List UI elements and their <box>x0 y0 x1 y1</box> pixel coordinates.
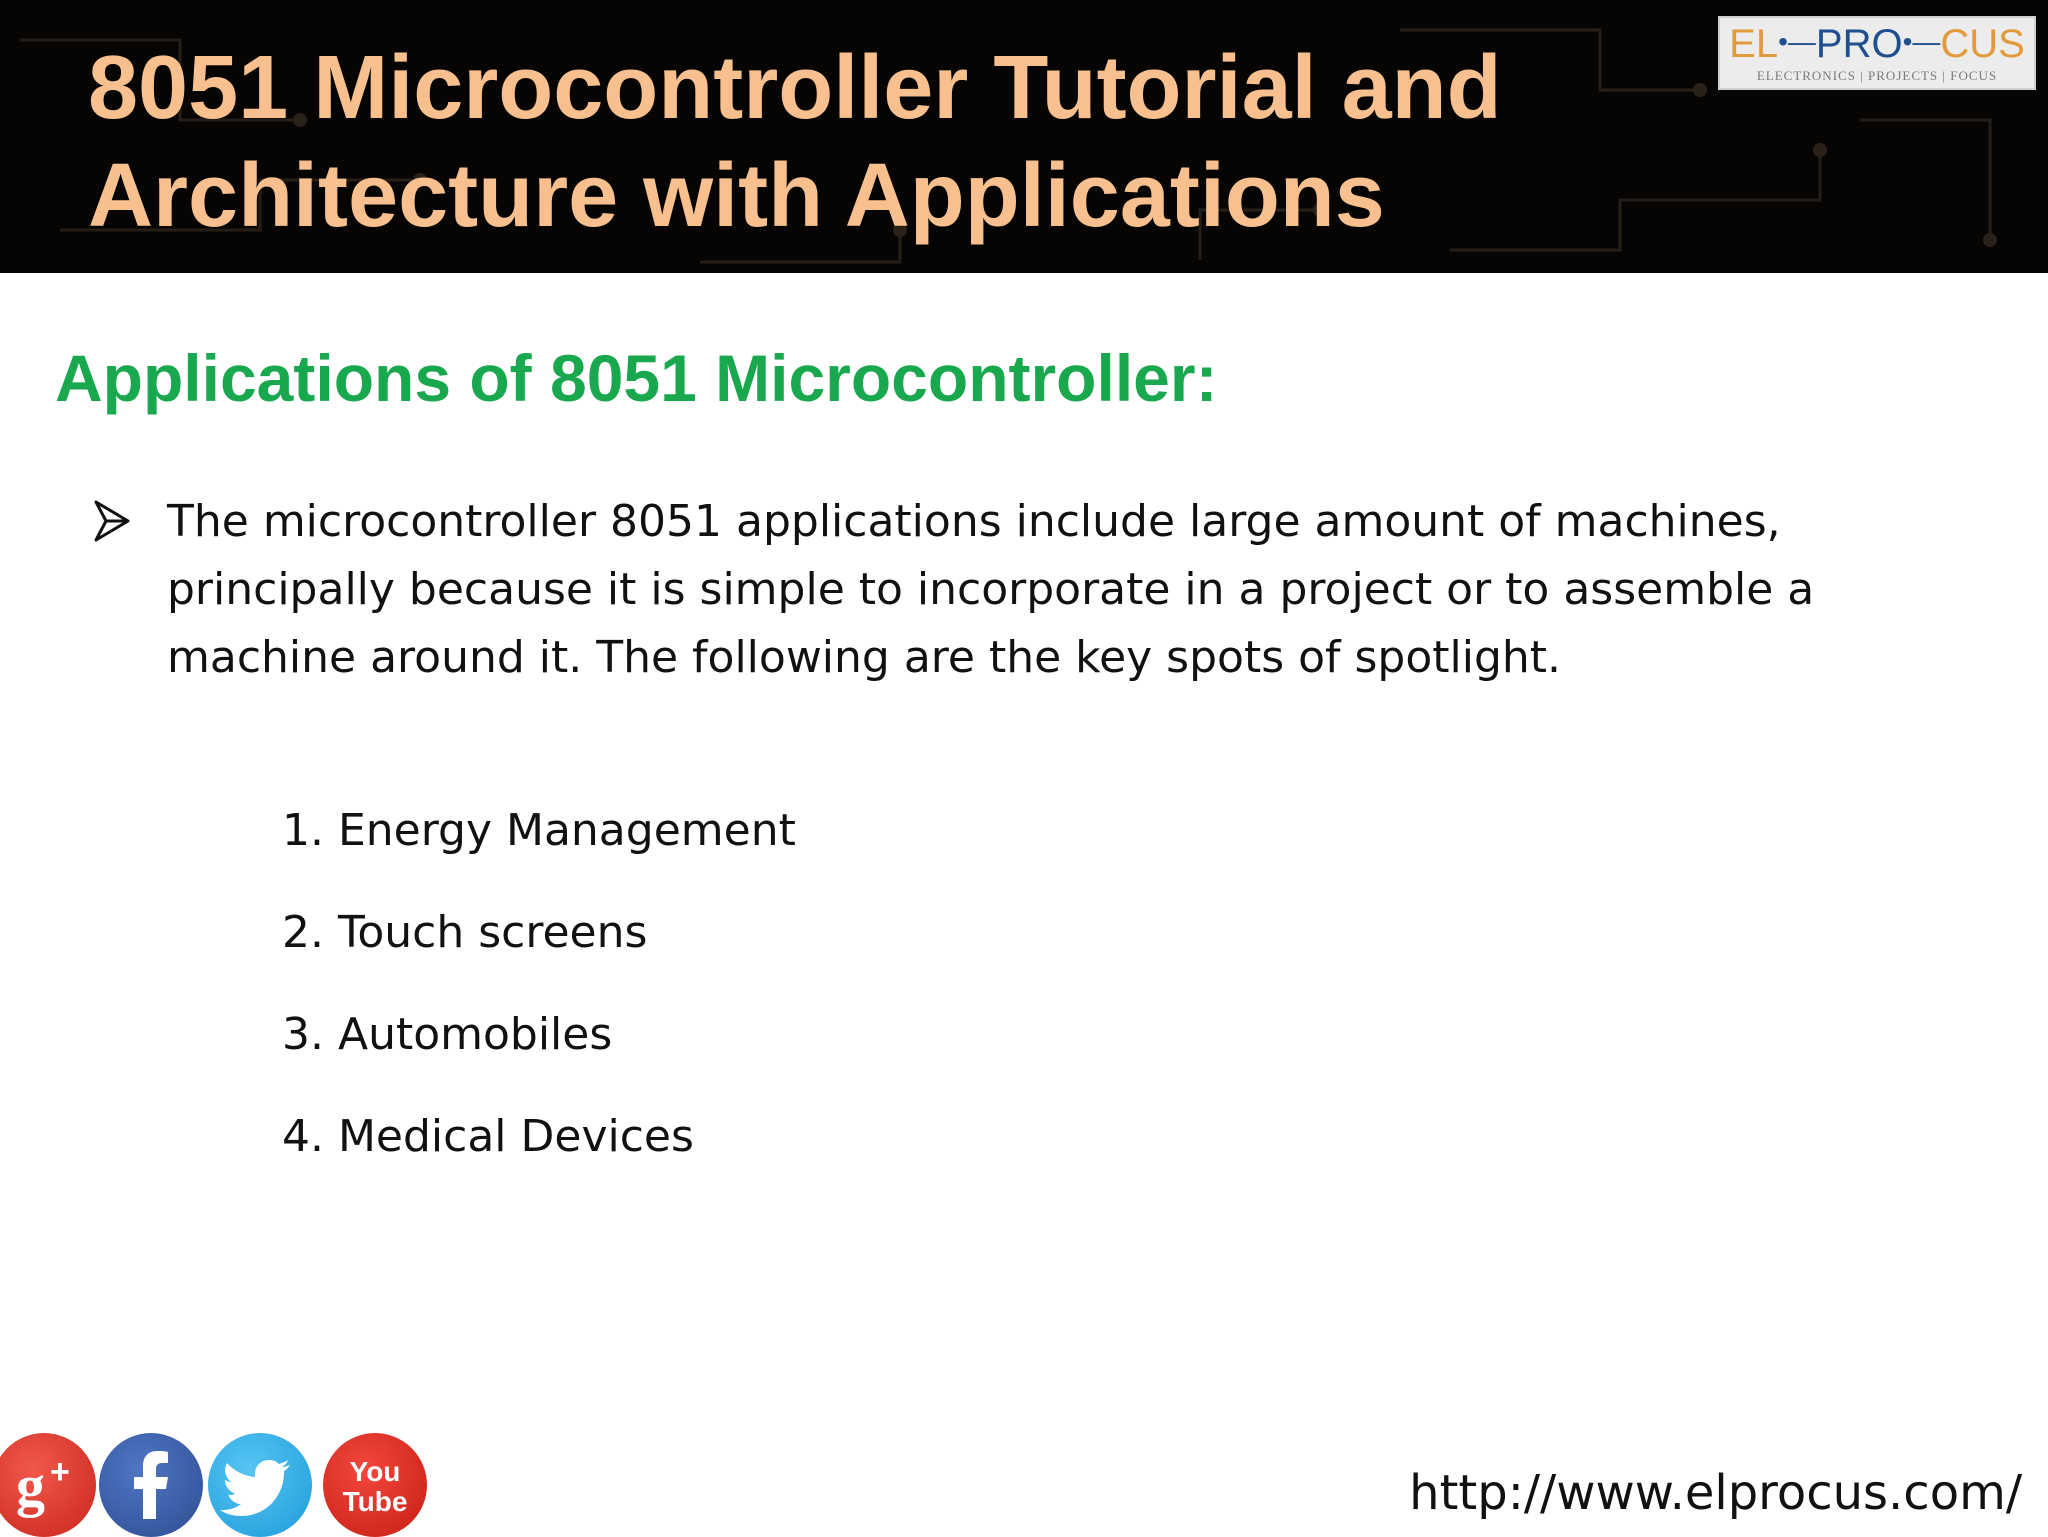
youtube-text-bottom: Tube <box>342 1486 408 1517</box>
intro-paragraph: The microcontroller 8051 applications include large amount of machines, principally because it is simple to incorporate in a project or to assemble a machine around it. The following are the key spots of spotlight. <box>167 496 1815 683</box>
logo-arrow-icon: •— <box>1902 26 1941 57</box>
youtube-icon[interactable] <box>323 1433 427 1537</box>
website-url[interactable]: http://www.elprocus.com/ <box>1409 1465 2022 1521</box>
logo-el-text: EL <box>1729 22 1779 66</box>
applications-list <box>282 780 796 1188</box>
svg-text:+: + <box>50 1453 70 1491</box>
list-item: 3. Automobiles <box>282 1009 613 1060</box>
list-item: 1. Energy Management <box>282 805 796 856</box>
list-item: 2. Touch screens <box>282 907 648 958</box>
youtube-text-top: You <box>349 1456 401 1487</box>
twitter-icon[interactable] <box>208 1433 312 1537</box>
logo-cus-text: CUS <box>1940 22 2025 66</box>
google-plus-icon[interactable] <box>0 1433 96 1537</box>
logo-wordmark <box>1720 18 2034 68</box>
elprocus-logo <box>1718 16 2036 90</box>
logo-tagline: ELECTRONICS | PROJECTS | FOCUS <box>1756 68 1998 83</box>
title-line-1: 8051 Microcontroller Tutorial and <box>88 38 1502 138</box>
logo-pro-text: PRO <box>1815 22 1903 66</box>
section-heading: Applications of 8051 Microcontroller: <box>55 341 1218 415</box>
title-line-2: Architecture with Applications <box>88 146 1385 246</box>
arrow-bullet-icon <box>92 498 132 544</box>
logo-arrow-icon: •— <box>1778 26 1816 57</box>
facebook-icon[interactable] <box>99 1433 203 1537</box>
page-title <box>88 34 1648 250</box>
list-item: 4. Medical Devices <box>282 1111 694 1162</box>
svg-text:g: g <box>16 1453 45 1518</box>
header-banner <box>0 0 2048 273</box>
